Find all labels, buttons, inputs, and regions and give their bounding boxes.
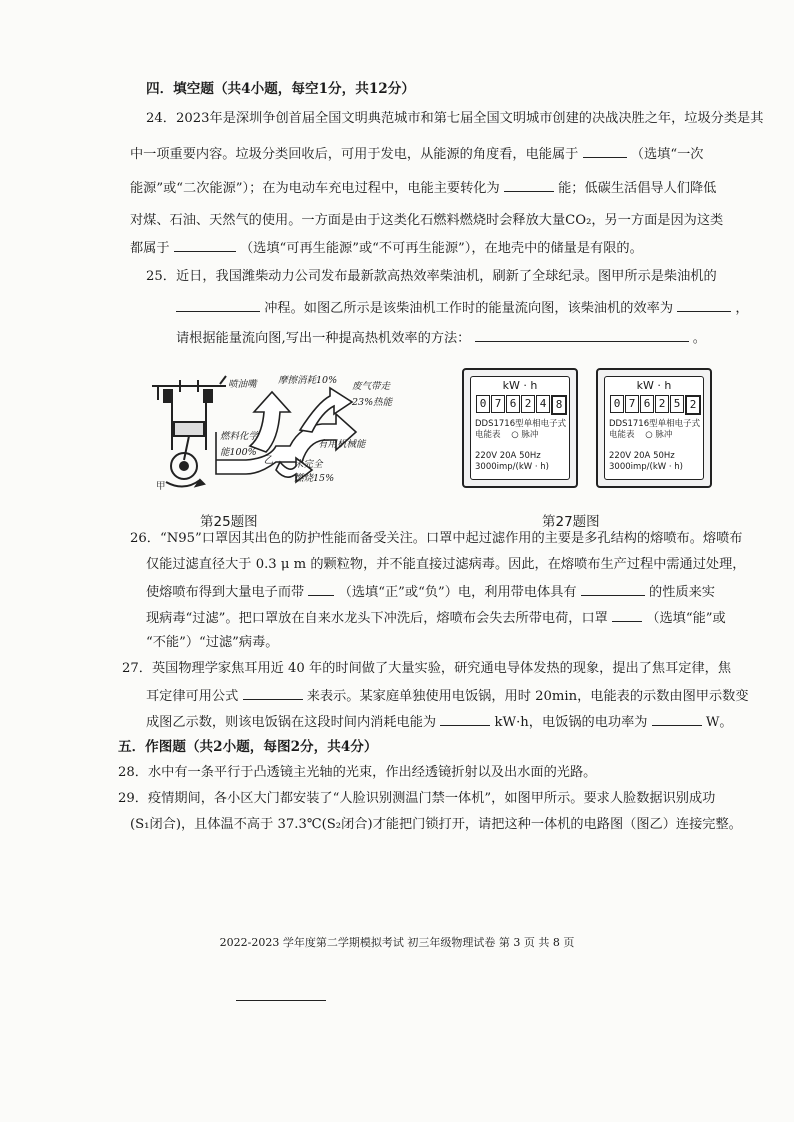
meter-yi-digits	[610, 395, 702, 415]
q25-line-2-text-b: ，	[735, 301, 749, 316]
meter-jia-panel	[470, 376, 570, 480]
q24-line-5	[130, 238, 643, 258]
q27-line-1: 27．英国物理学家焦耳用近 40 年的时间做了大量实验，研究通电导体发热的现象，提出了焦耳定律，焦	[122, 661, 732, 676]
q26-line-5: “不能”）“过滤”病毒。	[146, 635, 279, 650]
q27-line-3-text-a: 成图乙示数，则该电饭锅在这段时间内消耗电能为	[146, 715, 437, 730]
q24-line-3	[130, 178, 716, 198]
meter-jia-digit: 2	[521, 395, 535, 413]
label-friction: 摩擦消耗10%	[278, 375, 338, 386]
bottom-rule	[236, 1000, 326, 1001]
q24-blank-2[interactable]	[504, 178, 554, 192]
q24-line-3-text-a: 能源”或“二次能源”）；在为电动车充电过程中，电能主要转化为	[130, 181, 500, 196]
label-useful: 有用机械能	[318, 439, 366, 450]
meter-jia-model: DDS1716型单相电子式	[475, 419, 567, 429]
label-exhaust-1: 废气带走	[352, 381, 391, 392]
q26-line-4	[146, 608, 726, 628]
q27-blank-2[interactable]	[440, 712, 490, 726]
meter-jia-pulse: ○ 脉冲	[511, 430, 539, 440]
q25-line-2	[176, 298, 749, 318]
q25-line-3	[176, 328, 706, 348]
label-fuel-1: 燃料化学	[220, 431, 259, 442]
q24-blank-1[interactable]	[583, 144, 627, 158]
q26-line-3-text-b: （选填“正”或“负”）电，利用带电体具有	[338, 585, 577, 600]
meter-jia-unit: kW · h	[502, 379, 538, 392]
section-4-heading: 四．填空题（共4小题，每空1分，共12分）	[146, 81, 415, 97]
q29-line-1: 29．疫情期间，各小区大门都安装了“人脸识别测温门禁一体机”，如图甲所示。要求人脸数据识别成功	[118, 791, 716, 806]
meter-jia	[462, 368, 578, 488]
q26-line-3	[146, 582, 715, 602]
meter-jia-imp: 3000imp/(kW · h)	[475, 462, 549, 472]
q25-blank-2[interactable]	[677, 298, 731, 312]
q26-blank-2[interactable]	[581, 582, 645, 596]
meter-yi-name-text: 电能表	[609, 430, 635, 440]
meter-jia-digit: 0	[476, 395, 490, 413]
page-footer: 2022-2023 学年度第二学期模拟考试 初三年级物理试卷 第 3 页 共 8 页	[219, 936, 575, 949]
q24-line-2-text-a: 中一项重要内容。垃圾分类回收后，可用于发电，从能源的角度看，电能属于	[130, 147, 579, 162]
q27-line-3	[146, 712, 733, 732]
q25-blank-1[interactable]	[176, 298, 260, 312]
meter-jia-digit: 8	[551, 395, 567, 415]
meter-yi-imp: 3000imp/(kW · h)	[609, 462, 683, 472]
q25-line-3-text-a: 请根据能量流向图,写出一种提高热机效率的方法：	[176, 331, 471, 346]
meter-jia-digit: 7	[491, 395, 505, 413]
meter-jia-digit: 4	[536, 395, 550, 413]
meter-jia-name	[475, 430, 538, 440]
label-spray: 喷油嘴	[228, 379, 257, 390]
meter-yi-digit: 2	[655, 395, 669, 413]
q28: 28．水中有一条平行于凸透镜主光轴的光束，作出经透镜折射以及出水面的光路。	[118, 765, 597, 780]
label-jia: 甲	[156, 481, 166, 492]
q27-blank-1[interactable]	[243, 686, 303, 700]
figure-27-caption: 第27题图	[542, 514, 600, 530]
label-yi: 乙	[264, 455, 274, 466]
q26-line-4-text-b: （选填“能”或	[646, 611, 726, 626]
q24-line-5-text-a: 都属于	[130, 241, 170, 256]
q27-line-2	[146, 686, 749, 706]
label-exhaust-2: 23%热能	[352, 397, 393, 408]
q27-line-2-text-b: 来表示。某家庭单独使用电饭锅，用时 20min，电能表的示数由图甲示数变	[306, 689, 749, 704]
meter-jia-name-text: 电能表	[475, 430, 501, 440]
label-fuel-2: 能100%	[220, 447, 257, 458]
q25-blank-3[interactable]	[475, 328, 689, 342]
q27-line-3-text-b: kW·h，电饭锅的电功率为	[494, 715, 648, 730]
meter-yi-digit: 6	[640, 395, 654, 413]
meter-yi-digit: 7	[625, 395, 639, 413]
q24-line-4: 对煤、石油、天然气的使用。一方面是由于这类化石燃料燃烧时会释放大量CO₂，另一方面是因为这类	[130, 213, 724, 228]
q26-line-3-text-a: 使熔喷布得到大量电子而带	[146, 585, 305, 600]
q27-blank-3[interactable]	[652, 712, 702, 726]
q24-line-5-text-b: （选填“可再生能源”或“不可再生能源”），在地壳中的储量是有限的。	[239, 241, 643, 256]
q29-line-2: (S₁闭合)，且体温不高于 37.3℃(S₂闭合)才能把门锁打开，请把这种一体机的电路图（图乙）连接完整。	[130, 817, 742, 832]
q26-line-1: 26．“N95”口罩因其出色的防护性能而备受关注。口罩中起过滤作用的主要是多孔结构的熔喷布。熔喷布	[130, 531, 743, 546]
q25-line-2-text-a: 冲程。如图乙所示是该柴油机工作时的能量流向图，该柴油机的效率为	[264, 301, 674, 316]
meter-yi-digit: 2	[685, 395, 701, 415]
meter-jia-rating: 220V 20A 50Hz	[475, 451, 541, 461]
q26-line-3-text-c: 的性质来实	[649, 585, 715, 600]
q26-line-4-text-a: 现病毒“过滤”。把口罩放在自来水龙头下冲洗后，熔喷布会失去所带电荷，口罩	[146, 611, 608, 626]
meter-yi-digit: 5	[670, 395, 684, 413]
q24-line-2	[130, 144, 703, 164]
q27-line-2-text-a: 耳定律可用公式	[146, 689, 239, 704]
q25-line-1: 25．近日，我国潍柴动力公司发布最新款高热效率柴油机，刷新了全球纪录。图甲所示是柴油机的	[146, 269, 717, 284]
meter-yi-name	[609, 430, 672, 440]
q26-blank-1[interactable]	[308, 582, 334, 596]
meter-yi	[596, 368, 712, 488]
q24-line-3-text-b: 能；低碳生活倡导人们降低	[558, 181, 717, 196]
meter-jia-digits	[476, 395, 568, 415]
q25-line-3-text-b: 。	[692, 331, 706, 346]
figure-25-caption: 第25题图	[200, 514, 258, 530]
meter-yi-rating: 220V 20A 50Hz	[609, 451, 675, 461]
meter-yi-unit: kW · h	[636, 379, 672, 392]
q24-line-2-text-b: （选填“一次	[630, 147, 704, 162]
label-incomplete-1: 未完全	[294, 459, 323, 470]
q24-blank-3[interactable]	[174, 238, 236, 252]
q26-blank-3[interactable]	[612, 608, 642, 622]
q27-line-3-text-c: W。	[705, 715, 733, 730]
meter-jia-digit: 6	[506, 395, 520, 413]
meter-yi-digit: 0	[610, 395, 624, 413]
meter-yi-model: DDS1716型单相电子式	[609, 419, 701, 429]
meter-yi-panel	[604, 376, 704, 480]
q26-line-2: 仅能过滤直径大于 0.3 μ m 的颗粒物，并不能直接过滤病毒。因此，在熔喷布生产过程中需通过处理，	[146, 557, 746, 572]
section-5-heading: 五．作图题（共2小题，每图2分，共4分）	[118, 739, 378, 755]
label-incomplete-2: 燃烧15%	[294, 473, 335, 484]
figure-25	[150, 362, 410, 492]
q24-line-1: 24．2023年是深圳争创首届全国文明典范城市和第七届全国文明城市创建的决战决胜之年，垃圾分类是其	[146, 111, 764, 126]
meter-yi-pulse: ○ 脉冲	[645, 430, 673, 440]
